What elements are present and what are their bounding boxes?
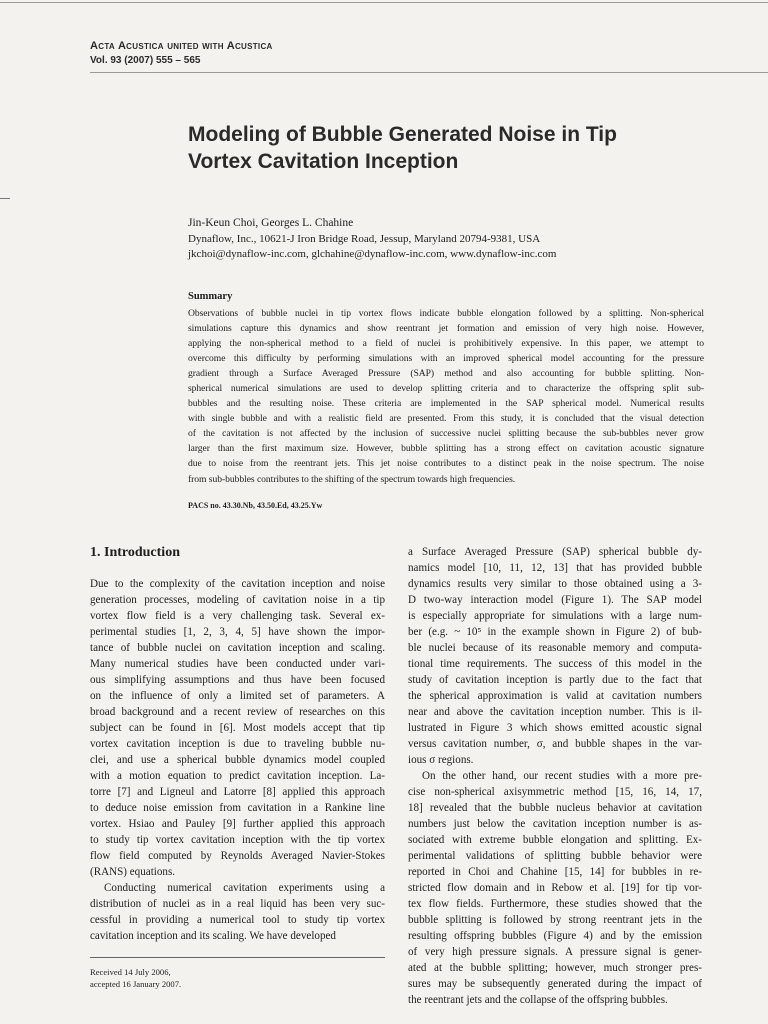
text-line: study of cavitation inception is partly due to the fact that [408, 674, 702, 686]
text-line: stricted flow domain and in Rebow et al. [19] for tip vor- [408, 882, 702, 894]
summary-line: overcome this difficulty by performing simulations with an improved spherical model accounting for the pressure [188, 353, 704, 365]
text-line: perimental studies [1, 2, 3, 4, 5] have shown the impor- [90, 626, 385, 638]
affiliation: Dynaflow, Inc., 10621-J Iron Bridge Road, Jessup, Maryland 20794-9381, USA [188, 233, 541, 245]
paper-title [188, 121, 658, 175]
text-line: 18] revealed that the bubble nucleus behavior at cavitation [408, 802, 702, 814]
text-line: cavitation inception and its scaling. We have developed [90, 930, 336, 942]
top-rule [0, 2, 768, 3]
text-line: cessful in providing a numerical tool to study tip vortex [90, 914, 385, 926]
summary-line: spherical numerical simulations are used to develop splitting criteria and to characterize the offspring split sub- [188, 383, 704, 395]
title-line: Vortex Cavitation Inception [188, 150, 459, 173]
text-line: vortex cavitation inception is due to traveling bubble nu- [90, 738, 385, 750]
journal-volume: Vol. 93 (2007) 555 – 565 [90, 55, 201, 66]
footnote-rule [90, 957, 385, 958]
summary-line: Observations of bubble nuclei in tip vortex flows indicate bubble elongation followed by a splitting. Non-spherical [188, 308, 704, 319]
text-line: with a motion equation to predict cavitation inception. La- [90, 770, 385, 782]
text-line: reported in Choi and Chahine [15, 14] for bubbles in re- [408, 866, 702, 878]
text-line: the reentrant jets and the collapse of the offspring bubbles. [408, 994, 668, 1006]
text-line: ber (e.g. ~ 10⁵ in the example shown in Figure 2) of bub- [408, 626, 702, 638]
summary-line: with single bubble and with a realistic field are presented. From this study, it is concluded that the visual detection [188, 413, 704, 425]
text-line: ble nuclei because of its reasonable memory and computa- [408, 642, 702, 654]
text-line: generation processes, modeling of cavitation noise in a tip [90, 594, 385, 606]
text-line: D two-way interaction model (Figure 1). The SAP model [408, 594, 702, 606]
header-rule [90, 72, 768, 73]
text-line: numbers just below the cavitation inception number is as- [408, 818, 702, 830]
text-line: clei, and use a spherical bubble dynamics model coupled [90, 754, 385, 766]
text-line: resulting offspring bubbles (Figure 4) and by the emission [408, 930, 702, 942]
text-line: to deduce noise emission from cavitation in a Rankine line [90, 802, 385, 814]
summary-line: gradient through a Surface Averaged Pressure (SAP) method and also accounting for bubble splitting. Non- [188, 368, 704, 380]
summary-line: of the cavitation is not affected by the inclusion of successive nuclei splitting because the sub-bubbles never grow [188, 428, 704, 440]
text-line: vortex. Hsiao and Pauley [9] further applied this approach [90, 818, 385, 830]
text-line: vortex flow field is a very challenging task. Several ex- [90, 610, 385, 622]
text-line: perimental validations of splitting bubble behavior were [408, 850, 702, 862]
text-line: a Surface Averaged Pressure (SAP) spherical bubble dy- [408, 546, 702, 558]
text-line: tance of bubble nuclei on cavitation inception and scaling. [90, 642, 385, 654]
text-line: Due to the complexity of the cavitation inception and noise [90, 578, 385, 590]
text-line: broad background and a recent review of researches on this [90, 706, 385, 718]
accepted-line: accepted 16 January 2007. [90, 979, 182, 989]
text-line: sures may be subsequently generated during the impact of [408, 978, 702, 990]
section-heading: 1. Introduction [90, 545, 180, 560]
received-line: Received 14 July 2006, [90, 967, 171, 977]
text-line: tional time requirements. The success of this model in the [408, 658, 702, 670]
text-line: to study tip vortex cavitation inception with the tip vortex [90, 834, 385, 846]
right-column [408, 544, 702, 1008]
journal-name: Acta Acustica united with Acustica [90, 40, 273, 52]
text-line: ous simplifying assumptions and thus have been focused [90, 674, 385, 686]
text-line: of very high pressure signals. A pressure signal is gener- [408, 946, 702, 958]
received-dates [90, 966, 181, 990]
text-line: (RANS) equations. [90, 866, 176, 878]
text-line: subject can be found in [6]. Most models accept that tip [90, 722, 385, 734]
text-line: is especially appropriate for simulations with a large num- [408, 610, 702, 622]
summary-line: simulations capture this dynamics and show reentrant jet formation and emission of very high noise. However, [188, 323, 704, 335]
summary-line: larger than the first maximum size. However, bubble splitting has a strong effect on cavitation acoustic signature [188, 443, 704, 455]
summary-line: due to noise from the reentrant jets. This jet noise contributes to a distinct peak in the noise spectrum. The noise [188, 458, 704, 470]
text-line: bubble splitting is followed by strong reentrant jets in the [408, 914, 702, 926]
text-line: lustrated in Figure 3 which shows emitted acoustic signal [408, 722, 702, 734]
text-line: ious σ regions. [408, 754, 474, 766]
text-line: cise non-spherical axisymmetric method [15, 16, 14, 17, [408, 786, 702, 798]
text-line: flow field computed by Reynolds Averaged Navier-Stokes [90, 850, 385, 862]
summary-line: bubbles and the resulting noise. These criteria are implemented in the SAP spherical model. Numerical results [188, 398, 704, 410]
text-line: sociated with extreme bubble elongation and splitting. Ex- [408, 834, 702, 846]
text-line: Many numerical studies have been conducted under vari- [90, 658, 385, 670]
title-line: Modeling of Bubble Generated Noise in Tip [188, 123, 617, 146]
summary-line: applying the non-spherical method to a field of nuclei is prohibitively expensive. In this paper, we attempt to [188, 338, 704, 350]
text-line: On the other hand, our recent studies with a more pre- [422, 770, 702, 782]
contact-emails: jkchoi@dynaflow-inc.com, glchahine@dynaflow-inc.com, www.dynaflow-inc.com [188, 248, 557, 260]
authors: Jin-Keun Choi, Georges L. Chahine [188, 217, 354, 229]
text-line: dynamics results very similar to those obtained using a 3- [408, 578, 702, 590]
text-line: Conducting numerical cavitation experiments using a [104, 882, 385, 894]
pacs-codes: PACS no. 43.30.Nb, 43.50.Ed, 43.25.Yw [188, 501, 323, 510]
text-line: on the influence of only a limited set of parameters. A [90, 690, 385, 702]
text-line: versus cavitation number, σ, and bubble shapes in the var- [408, 738, 702, 750]
summary-heading: Summary [188, 291, 233, 302]
text-line: namics model [10, 11, 12, 13] that has provided bubble [408, 562, 702, 574]
text-line: the spherical approximation is valid at cavitation numbers [408, 690, 702, 702]
text-line: near and above the cavitation inception number. This is il- [408, 706, 702, 718]
summary-text [188, 306, 704, 487]
left-column [90, 576, 385, 944]
text-line: torre [7] and Ligneul and Latorre [8] applied this approach [90, 786, 385, 798]
text-line: ated at the bubble splitting; however, much stronger pres- [408, 962, 702, 974]
text-line: distribution of nuclei as in a real liquid has been very suc- [90, 898, 385, 910]
margin-mark [0, 198, 10, 199]
summary-line: from sub-bubbles contributes to the shifting of the spectrum towards high frequencies. [188, 473, 516, 485]
text-line: tex flow fields. Furthermore, these studies showed that the [408, 898, 702, 910]
